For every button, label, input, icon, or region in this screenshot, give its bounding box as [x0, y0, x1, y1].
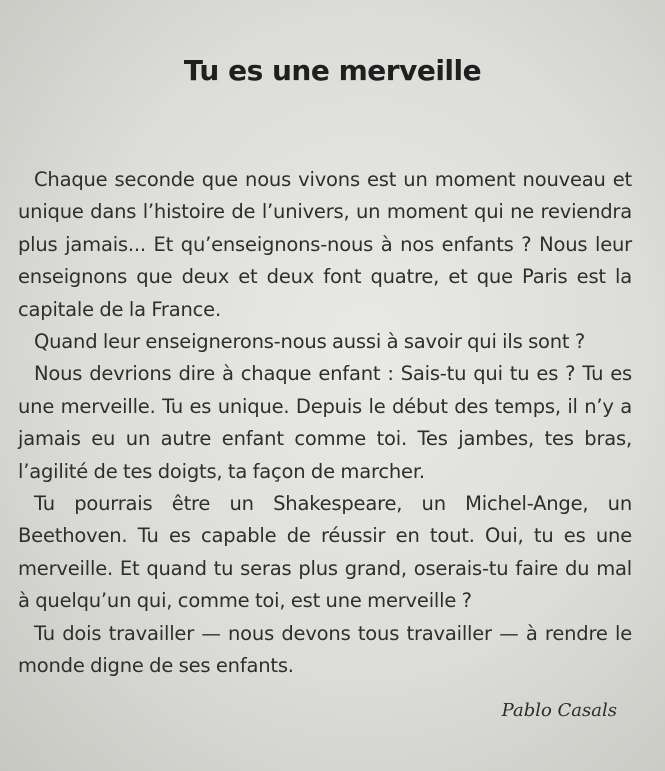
author-signature: Pablo Casals: [501, 700, 617, 721]
paragraph-4: Tu pourrais être un Shakespeare, un Michel-Ange, un Beethoven. Tu es capable de réussir en tout. Oui, tu es une merveille. Et quand tu seras plus grand, oserais-tu faire du mal à quelqu’un qui, comme toi, est une merveille ?: [18, 492, 632, 613]
paragraph-2: Quand leur enseignerons-nous aussi à savoir qui ils sont ?: [34, 330, 586, 354]
paragraph-5: Tu dois travailler — nous devons tous travailler — à rendre le monde digne de ses enfants.: [18, 621, 632, 678]
body-text: [18, 164, 632, 683]
page-title: Tu es une merveille: [183, 54, 482, 87]
paragraph-3: Nous devrions dire à chaque enfant : Sais-tu qui tu es ? Tu es une merveille. Tu es unique. Depuis le début des temps, il n’y a jamais eu un autre enfant comme toi. Tes jambes, tes bras, l’agilité de tes doigts, ta façon de marcher.: [18, 362, 632, 483]
paragraph-1: Chaque seconde que nous vivons est un moment nouveau et unique dans l’histoire de l’univers, un moment qui ne reviendra plus jamais... Et qu’enseignons-nous à nos enfants ? Nous leur enseignons que deux et deux font quatre, et que Paris est la capitale de la France.: [18, 168, 632, 321]
